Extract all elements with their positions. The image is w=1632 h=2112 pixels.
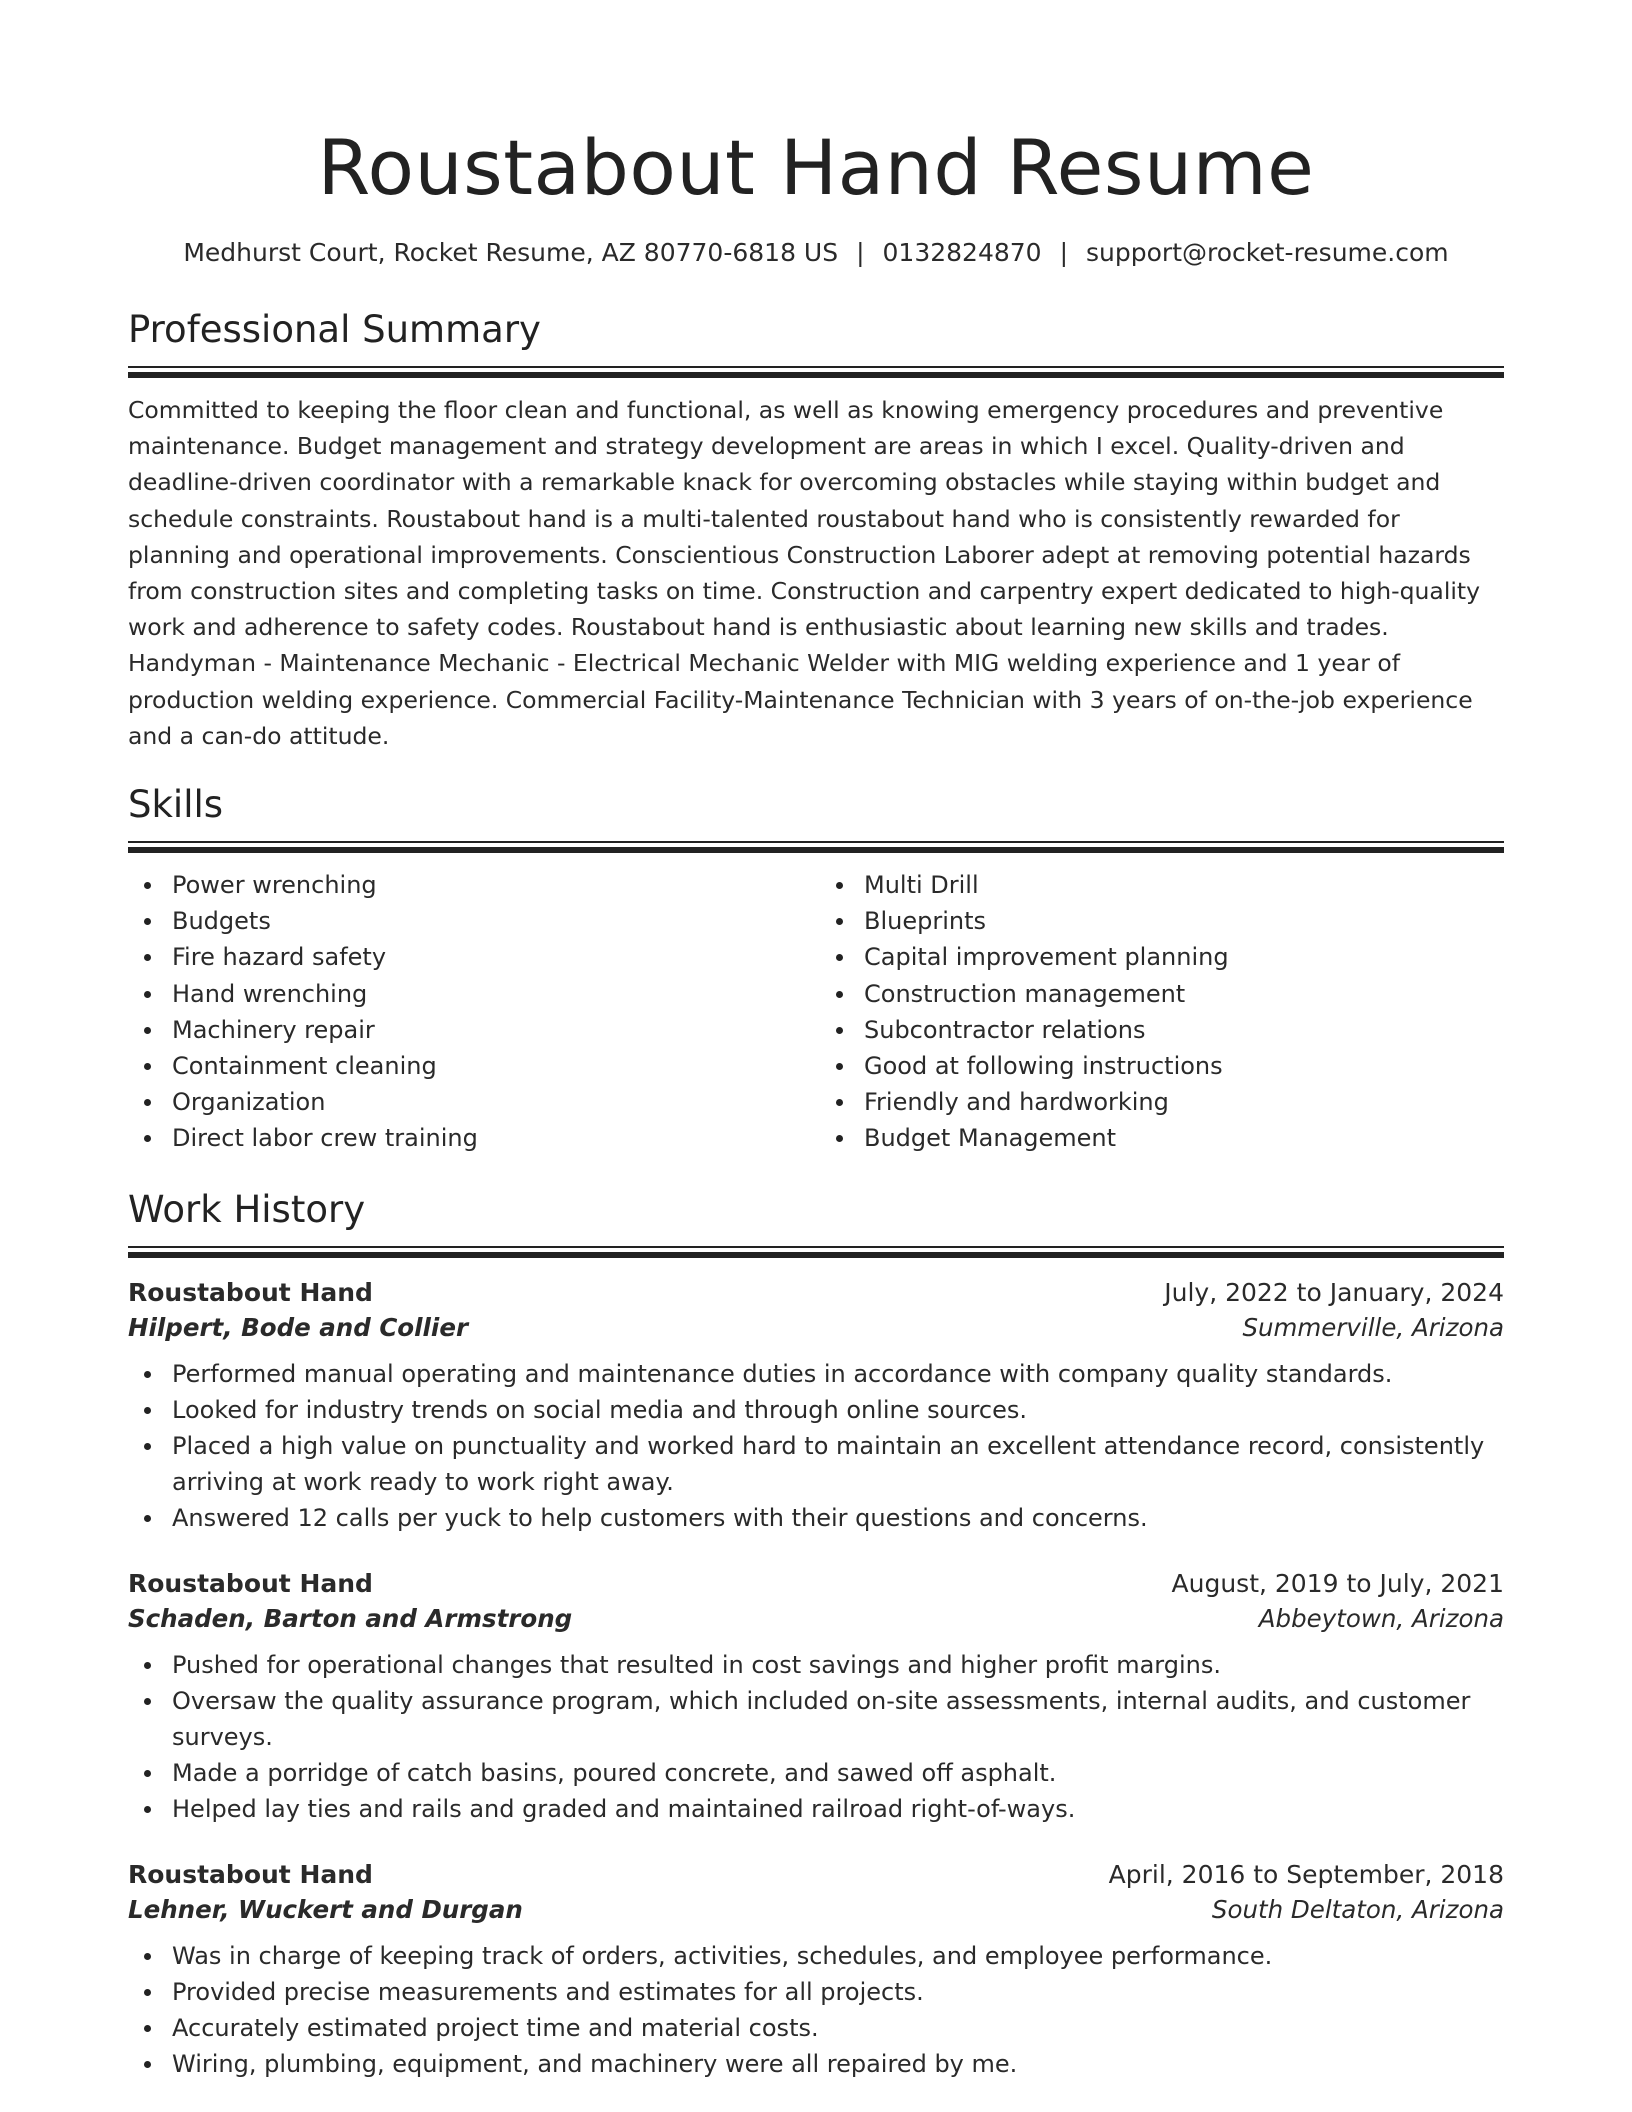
- job-bullet: Accurately estimated project time and material costs.: [128, 2010, 1504, 2046]
- skill-item: Direct labor crew training: [128, 1120, 816, 1156]
- job-location: Summerville, Arizona: [1242, 1312, 1504, 1342]
- job-bullets: [128, 1647, 1504, 1828]
- contact-line: [128, 238, 1504, 267]
- job-dates: April, 2016 to September, 2018: [1108, 1859, 1504, 1889]
- work-history-section: [128, 1187, 1504, 2083]
- skill-item: Organization: [128, 1084, 816, 1120]
- skills-section: [128, 783, 1504, 1157]
- work-history-heading: Work History: [128, 1187, 366, 1231]
- job-bullet: Provided precise measurements and estimates for all projects.: [128, 1974, 1504, 2010]
- job-entry: [128, 1860, 1504, 2083]
- job-header-row: [128, 1569, 1504, 1598]
- job-bullet: Looked for industry trends on social media and through online sources.: [128, 1392, 1504, 1428]
- job-title: Roustabout Hand: [128, 1277, 373, 1307]
- resume-page: [128, 0, 1504, 2083]
- job-company-row: [128, 1313, 1504, 1342]
- contact-phone: 0132824870: [882, 238, 1042, 267]
- job-bullet: Helped lay ties and rails and graded and maintained railroad right-of-ways.: [128, 1791, 1504, 1827]
- skill-item: Fire hazard safety: [128, 939, 816, 975]
- job-bullet: Made a porridge of catch basins, poured concrete, and sawed off asphalt.: [128, 1755, 1504, 1791]
- section-divider: [128, 1246, 1504, 1258]
- skill-item: Blueprints: [820, 903, 1504, 939]
- job-bullets: [128, 1938, 1504, 2083]
- job-bullet: Placed a high value on punctuality and worked hard to maintain an excellent attendance record, consistently arriving at work ready to work right away.: [128, 1428, 1504, 1500]
- contact-address: Medhurst Court, Rocket Resume, AZ 80770-6818 US: [183, 238, 839, 267]
- skill-item: Good at following instructions: [820, 1048, 1504, 1084]
- skill-item: Friendly and hardworking: [820, 1084, 1504, 1120]
- job-company-row: [128, 1604, 1504, 1633]
- job-entry: [128, 1569, 1504, 1828]
- skills-right-column: [816, 867, 1504, 1157]
- skills-columns: [128, 867, 1504, 1157]
- job-bullet: Oversaw the quality assurance program, which included on-site assessments, internal audits, and customer surveys.: [128, 1683, 1504, 1755]
- job-entry: [128, 1278, 1504, 1537]
- job-bullet: Was in charge of keeping track of orders, activities, schedules, and employee performance.: [128, 1938, 1504, 1974]
- skills-left-column: [128, 867, 816, 1157]
- skill-item: Multi Drill: [820, 867, 1504, 903]
- resume-title: Roustabout Hand Resume: [317, 123, 1315, 212]
- job-title: Roustabout Hand: [128, 1859, 373, 1889]
- job-header-row: [128, 1278, 1504, 1307]
- job-location: South Deltaton, Arizona: [1211, 1894, 1504, 1924]
- skill-item: Hand wrenching: [128, 976, 816, 1012]
- summary-heading: Professional Summary: [128, 308, 541, 351]
- job-dates: August, 2019 to July, 2021: [1171, 1568, 1504, 1598]
- contact-separator: |: [1059, 238, 1069, 267]
- skill-item: Budgets: [128, 903, 816, 939]
- skill-item: Power wrenching: [128, 867, 816, 903]
- job-dates: July, 2022 to January, 2024: [1164, 1277, 1504, 1307]
- job-title: Roustabout Hand: [128, 1568, 373, 1598]
- job-bullet: Pushed for operational changes that resulted in cost savings and higher profit margins.: [128, 1647, 1504, 1683]
- skill-item: Subcontractor relations: [820, 1012, 1504, 1048]
- job-bullets: [128, 1356, 1504, 1537]
- skill-item: Capital improvement planning: [820, 939, 1504, 975]
- job-bullet: Wiring, plumbing, equipment, and machinery were all repaired by me.: [128, 2046, 1504, 2082]
- job-company-row: [128, 1895, 1504, 1924]
- skill-item: Machinery repair: [128, 1012, 816, 1048]
- job-bullet: Answered 12 calls per yuck to help customers with their questions and concerns.: [128, 1500, 1504, 1536]
- skill-item: Construction management: [820, 976, 1504, 1012]
- contact-separator: |: [856, 238, 865, 267]
- skill-item: Containment cleaning: [128, 1048, 816, 1084]
- job-header-row: [128, 1860, 1504, 1889]
- job-location: Abbeytown, Arizona: [1258, 1603, 1504, 1633]
- summary-section: [128, 308, 1504, 754]
- skill-item: Budget Management: [820, 1120, 1504, 1156]
- job-company: Schaden, Barton and Armstrong: [128, 1603, 573, 1633]
- contact-email: support@rocket-resume.com: [1086, 238, 1449, 267]
- summary-text: Committed to keeping the floor clean and functional, as well as knowing emergency procedures and preventive maintenance. Budget management and strategy development are areas in which I excel. Quality-driven and deadline-driven coordinator with a remarkable knack for overcoming obstacles while staying within budget and schedule constraints. Roustabout hand is a multi-talented roustabout hand who is consistently rewarded for planning and operational improvements. Conscientious Construction Laborer adept at removing potential hazards from construction sites and completing tasks on time. Construction and carpentry expert dedicated to high-quality work and adherence to safety codes. Roustabout hand is enthusiastic about learning new skills and trades. Handyman - Maintenance Mechanic - Electrical Mechanic Welder with MIG welding experience and 1 year of production welding experience. Commercial Facility-Maintenance Technician with 3 years of on-the-job experience and a can-do attitude.: [128, 396, 1481, 750]
- section-divider: [128, 841, 1504, 853]
- job-company: Lehner, Wuckert and Durgan: [128, 1894, 523, 1924]
- job-company: Hilpert, Bode and Collier: [128, 1312, 469, 1342]
- skills-heading: Skills: [128, 783, 224, 827]
- job-bullet: Performed manual operating and maintenance duties in accordance with company quality standards.: [128, 1356, 1504, 1392]
- section-divider: [128, 366, 1504, 378]
